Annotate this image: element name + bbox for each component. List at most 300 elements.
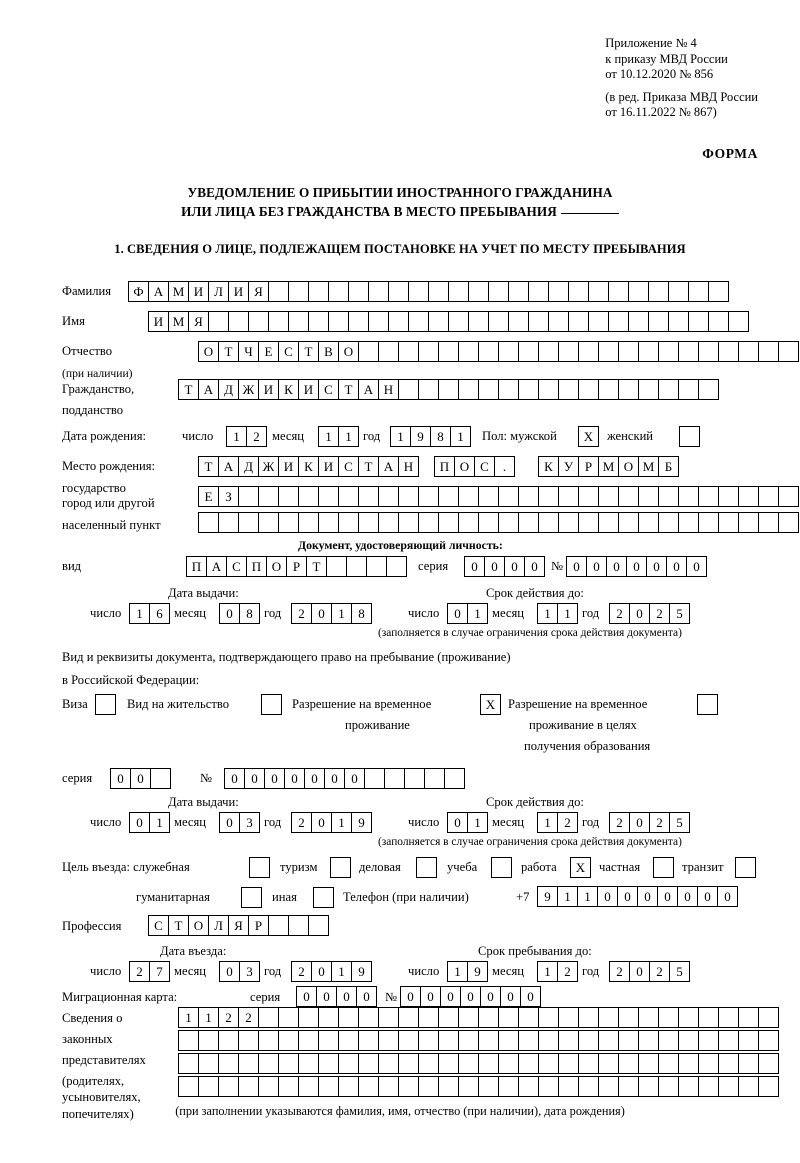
doc-number-cells[interactable] (566, 556, 706, 577)
doc-series-cells[interactable] (464, 556, 544, 577)
form-cell[interactable]: М (168, 311, 189, 332)
form-cell[interactable] (698, 341, 719, 362)
form-cell[interactable] (658, 486, 679, 507)
form-cell[interactable]: 3 (239, 961, 260, 982)
form-cell[interactable] (728, 311, 749, 332)
form-cell[interactable] (308, 311, 329, 332)
form-cell[interactable]: 2 (218, 1007, 239, 1028)
form-cell[interactable] (638, 512, 659, 533)
form-cell[interactable] (398, 1076, 419, 1097)
entry-year-cells[interactable] (291, 961, 371, 982)
form-cell[interactable]: 0 (586, 556, 607, 577)
form-cell[interactable]: 8 (351, 603, 372, 624)
form-cell[interactable] (648, 281, 669, 302)
form-cell[interactable] (638, 1076, 659, 1097)
form-cell[interactable]: 1 (450, 426, 471, 447)
birth-month-cells[interactable] (318, 426, 358, 447)
form-cell[interactable] (398, 486, 419, 507)
form-cell[interactable] (638, 341, 659, 362)
form-cell[interactable] (738, 486, 759, 507)
stay-issue-day-cells[interactable] (129, 812, 169, 833)
form-cell[interactable] (598, 1007, 619, 1028)
form-cell[interactable]: 0 (637, 886, 658, 907)
form-cell[interactable]: 0 (304, 768, 325, 789)
form-cell[interactable] (358, 1076, 379, 1097)
form-cell[interactable] (398, 512, 419, 533)
form-cell[interactable] (418, 379, 439, 400)
form-cell[interactable] (318, 486, 339, 507)
form-cell[interactable] (444, 768, 465, 789)
form-cell[interactable]: 1 (318, 426, 339, 447)
form-cell[interactable] (338, 512, 359, 533)
birth-city-cells[interactable] (198, 486, 798, 507)
form-cell[interactable] (458, 486, 479, 507)
form-cell[interactable] (278, 1053, 299, 1074)
form-cell[interactable]: 0 (356, 986, 377, 1007)
form-cell[interactable] (718, 341, 739, 362)
form-cell[interactable]: 9 (467, 961, 488, 982)
form-cell[interactable] (478, 1030, 499, 1051)
form-cell[interactable] (478, 512, 499, 533)
issue-year-cells[interactable] (291, 603, 371, 624)
form-cell[interactable] (258, 512, 279, 533)
form-cell[interactable] (518, 1053, 539, 1074)
form-cell[interactable] (538, 379, 559, 400)
form-cell[interactable] (418, 486, 439, 507)
form-cell[interactable] (418, 1030, 439, 1051)
form-cell[interactable] (718, 512, 739, 533)
form-cell[interactable] (758, 1030, 779, 1051)
form-cell[interactable]: О (198, 341, 219, 362)
form-cell[interactable] (578, 1076, 599, 1097)
form-cell[interactable]: 1 (338, 426, 359, 447)
form-cell[interactable] (468, 311, 489, 332)
form-cell[interactable] (458, 1053, 479, 1074)
form-cell[interactable]: 1 (331, 603, 352, 624)
form-cell[interactable] (618, 1053, 639, 1074)
form-cell[interactable] (418, 341, 439, 362)
form-cell[interactable] (364, 768, 385, 789)
form-cell[interactable]: Е (258, 341, 279, 362)
form-cell[interactable] (498, 1030, 519, 1051)
purpose-tourism-checkbox[interactable] (330, 857, 351, 878)
form-cell[interactable] (298, 1053, 319, 1074)
form-cell[interactable]: 0 (219, 961, 240, 982)
form-cell[interactable]: 0 (296, 986, 317, 1007)
sex-female-checkbox[interactable] (679, 426, 700, 447)
form-cell[interactable] (558, 1053, 579, 1074)
form-cell[interactable]: В (318, 341, 339, 362)
form-cell[interactable]: А (358, 379, 379, 400)
form-cell[interactable] (678, 379, 699, 400)
form-cell[interactable]: 1 (198, 1007, 219, 1028)
form-cell[interactable]: 0 (686, 556, 707, 577)
form-cell[interactable]: 0 (666, 556, 687, 577)
form-cell[interactable] (428, 311, 449, 332)
form-cell[interactable]: Я (248, 281, 269, 302)
stay-end-year-cells[interactable] (609, 961, 689, 982)
form-cell[interactable] (538, 1007, 559, 1028)
form-cell[interactable]: С (226, 556, 247, 577)
birth-place-rest-cells[interactable] (434, 456, 514, 477)
legal-rep-row-1-cells[interactable] (178, 1007, 778, 1028)
form-cell[interactable]: О (618, 456, 639, 477)
form-cell[interactable] (618, 379, 639, 400)
form-cell[interactable] (518, 379, 539, 400)
patronymic-cells[interactable] (198, 341, 798, 362)
form-cell[interactable]: П (434, 456, 455, 477)
form-cell[interactable] (238, 512, 259, 533)
form-cell[interactable] (338, 486, 359, 507)
form-cell[interactable]: О (266, 556, 287, 577)
form-cell[interactable]: О (188, 915, 209, 936)
form-cell[interactable]: 0 (447, 812, 468, 833)
stay-valid-day-cells[interactable] (447, 812, 487, 833)
form-cell[interactable] (238, 1030, 259, 1051)
form-cell[interactable] (518, 1030, 539, 1051)
form-cell[interactable] (698, 1076, 719, 1097)
form-cell[interactable] (438, 1076, 459, 1097)
form-cell[interactable] (518, 486, 539, 507)
form-cell[interactable]: 0 (629, 961, 650, 982)
form-cell[interactable]: Т (198, 456, 219, 477)
form-cell[interactable] (538, 1030, 559, 1051)
purpose-private-checkbox[interactable] (653, 857, 674, 878)
form-cell[interactable] (298, 1007, 319, 1028)
form-cell[interactable]: 0 (311, 812, 332, 833)
form-cell[interactable] (398, 341, 419, 362)
form-cell[interactable] (338, 1076, 359, 1097)
form-cell[interactable]: 0 (219, 603, 240, 624)
form-cell[interactable]: М (168, 281, 189, 302)
edu-residence-checkbox[interactable] (697, 694, 718, 715)
form-cell[interactable] (638, 1030, 659, 1051)
birth-settlement-cells[interactable] (198, 512, 798, 533)
form-cell[interactable] (384, 768, 405, 789)
form-cell[interactable] (758, 512, 779, 533)
form-cell[interactable] (408, 311, 429, 332)
form-cell[interactable] (578, 341, 599, 362)
form-cell[interactable] (488, 311, 509, 332)
form-cell[interactable] (578, 379, 599, 400)
form-cell[interactable] (328, 281, 349, 302)
form-cell[interactable]: 1 (129, 603, 150, 624)
form-cell[interactable]: Н (378, 379, 399, 400)
form-cell[interactable]: А (198, 379, 219, 400)
form-cell[interactable] (218, 512, 239, 533)
form-cell[interactable] (528, 281, 549, 302)
stay-number-cells[interactable] (224, 768, 464, 789)
form-cell[interactable] (378, 486, 399, 507)
birth-place-tail-cells[interactable] (538, 456, 678, 477)
form-cell[interactable] (718, 1007, 739, 1028)
form-cell[interactable]: 2 (291, 812, 312, 833)
form-cell[interactable]: Т (178, 379, 199, 400)
form-cell[interactable] (198, 1030, 219, 1051)
form-cell[interactable]: К (278, 379, 299, 400)
form-cell[interactable]: И (298, 379, 319, 400)
form-cell[interactable] (638, 486, 659, 507)
form-cell[interactable] (478, 379, 499, 400)
phone-cells[interactable] (537, 886, 737, 907)
form-cell[interactable]: 1 (557, 603, 578, 624)
form-cell[interactable] (458, 379, 479, 400)
form-cell[interactable]: Н (398, 456, 419, 477)
form-cell[interactable]: 1 (331, 812, 352, 833)
form-cell[interactable]: 1 (467, 812, 488, 833)
form-cell[interactable] (288, 281, 309, 302)
form-cell[interactable]: 9 (410, 426, 431, 447)
form-cell[interactable] (268, 311, 289, 332)
form-cell[interactable] (428, 281, 449, 302)
form-cell[interactable] (398, 1053, 419, 1074)
form-cell[interactable] (218, 1076, 239, 1097)
form-cell[interactable] (698, 1053, 719, 1074)
form-cell[interactable] (458, 1007, 479, 1028)
stay-issue-year-cells[interactable] (291, 812, 371, 833)
form-cell[interactable]: 2 (557, 812, 578, 833)
form-cell[interactable] (258, 1030, 279, 1051)
form-cell[interactable]: 1 (149, 812, 170, 833)
form-cell[interactable] (438, 1007, 459, 1028)
form-cell[interactable]: Я (228, 915, 249, 936)
form-cell[interactable]: 0 (400, 986, 421, 1007)
form-cell[interactable] (448, 281, 469, 302)
form-cell[interactable] (578, 512, 599, 533)
form-cell[interactable] (558, 1007, 579, 1028)
form-cell[interactable]: 1 (557, 886, 578, 907)
form-cell[interactable] (698, 1007, 719, 1028)
form-cell[interactable]: Б (658, 456, 679, 477)
form-cell[interactable]: 5 (669, 812, 690, 833)
form-cell[interactable] (628, 281, 649, 302)
citizenship-cells[interactable] (178, 379, 718, 400)
form-cell[interactable] (568, 281, 589, 302)
form-cell[interactable] (618, 512, 639, 533)
form-cell[interactable] (588, 311, 609, 332)
form-cell[interactable] (358, 486, 379, 507)
form-cell[interactable]: Т (218, 341, 239, 362)
form-cell[interactable] (438, 341, 459, 362)
form-cell[interactable]: У (558, 456, 579, 477)
form-cell[interactable]: 1 (467, 603, 488, 624)
form-cell[interactable] (198, 512, 219, 533)
form-cell[interactable] (198, 1053, 219, 1074)
form-cell[interactable] (558, 379, 579, 400)
form-cell[interactable]: 1 (537, 961, 558, 982)
form-cell[interactable] (668, 281, 689, 302)
form-cell[interactable] (658, 1007, 679, 1028)
form-cell[interactable] (478, 1076, 499, 1097)
form-cell[interactable] (628, 311, 649, 332)
form-cell[interactable]: Р (286, 556, 307, 577)
purpose-humanitarian-checkbox[interactable] (241, 887, 262, 908)
form-cell[interactable]: 0 (420, 986, 441, 1007)
form-cell[interactable]: 2 (238, 1007, 259, 1028)
form-cell[interactable] (438, 1053, 459, 1074)
form-cell[interactable]: 9 (537, 886, 558, 907)
form-cell[interactable]: 1 (537, 812, 558, 833)
form-cell[interactable] (658, 512, 679, 533)
form-cell[interactable]: П (246, 556, 267, 577)
form-cell[interactable]: Л (208, 915, 229, 936)
form-cell[interactable] (538, 1076, 559, 1097)
form-cell[interactable] (538, 1053, 559, 1074)
form-cell[interactable]: 1 (331, 961, 352, 982)
entry-month-cells[interactable] (219, 961, 259, 982)
form-cell[interactable] (578, 1030, 599, 1051)
form-cell[interactable] (438, 1030, 459, 1051)
form-cell[interactable]: З (218, 486, 239, 507)
form-cell[interactable] (326, 556, 347, 577)
form-cell[interactable] (298, 512, 319, 533)
form-cell[interactable]: 1 (178, 1007, 199, 1028)
migration-card-number-cells[interactable] (400, 986, 540, 1007)
form-cell[interactable]: 0 (110, 768, 131, 789)
form-cell[interactable]: И (228, 281, 249, 302)
form-cell[interactable]: 1 (226, 426, 247, 447)
issue-month-cells[interactable] (219, 603, 259, 624)
form-cell[interactable]: 1 (447, 961, 468, 982)
form-cell[interactable] (318, 1053, 339, 1074)
form-cell[interactable] (258, 1007, 279, 1028)
form-cell[interactable]: С (338, 456, 359, 477)
form-cell[interactable]: 3 (239, 812, 260, 833)
form-cell[interactable] (258, 486, 279, 507)
form-cell[interactable] (278, 486, 299, 507)
surname-cells[interactable] (128, 281, 728, 302)
form-cell[interactable]: 0 (311, 603, 332, 624)
form-cell[interactable]: 0 (284, 768, 305, 789)
form-cell[interactable] (338, 1030, 359, 1051)
form-cell[interactable] (538, 512, 559, 533)
form-cell[interactable] (518, 341, 539, 362)
form-cell[interactable] (338, 1007, 359, 1028)
form-cell[interactable] (368, 311, 389, 332)
form-cell[interactable] (258, 1053, 279, 1074)
form-cell[interactable]: 0 (677, 886, 698, 907)
form-cell[interactable] (498, 1053, 519, 1074)
form-cell[interactable]: С (318, 379, 339, 400)
form-cell[interactable] (698, 512, 719, 533)
form-cell[interactable] (278, 1076, 299, 1097)
form-cell[interactable]: А (206, 556, 227, 577)
form-cell[interactable]: А (148, 281, 169, 302)
form-cell[interactable] (578, 1053, 599, 1074)
form-cell[interactable] (268, 915, 289, 936)
form-cell[interactable]: 9 (351, 961, 372, 982)
form-cell[interactable] (358, 512, 379, 533)
form-cell[interactable] (418, 1076, 439, 1097)
form-cell[interactable] (528, 311, 549, 332)
form-cell[interactable]: 0 (657, 886, 678, 907)
form-cell[interactable] (408, 281, 429, 302)
form-cell[interactable] (678, 486, 699, 507)
form-cell[interactable]: 0 (324, 768, 345, 789)
form-cell[interactable]: Р (578, 456, 599, 477)
form-cell[interactable] (518, 1007, 539, 1028)
form-cell[interactable] (498, 1007, 519, 1028)
legal-rep-row-4-cells[interactable] (178, 1076, 778, 1097)
form-cell[interactable] (708, 311, 729, 332)
form-cell[interactable] (458, 341, 479, 362)
form-cell[interactable] (318, 1030, 339, 1051)
form-cell[interactable] (438, 486, 459, 507)
form-cell[interactable] (398, 379, 419, 400)
form-cell[interactable] (758, 1053, 779, 1074)
form-cell[interactable] (618, 1007, 639, 1028)
form-cell[interactable] (248, 311, 269, 332)
form-cell[interactable] (458, 512, 479, 533)
form-cell[interactable] (778, 512, 799, 533)
form-cell[interactable] (346, 556, 367, 577)
form-cell[interactable] (366, 556, 387, 577)
form-cell[interactable] (478, 1053, 499, 1074)
form-cell[interactable] (718, 1053, 739, 1074)
form-cell[interactable] (388, 311, 409, 332)
form-cell[interactable] (708, 281, 729, 302)
form-cell[interactable]: Е (198, 486, 219, 507)
form-cell[interactable]: С (148, 915, 169, 936)
form-cell[interactable] (386, 556, 407, 577)
form-cell[interactable] (348, 311, 369, 332)
form-cell[interactable] (758, 341, 779, 362)
form-cell[interactable] (508, 311, 529, 332)
form-cell[interactable]: 6 (149, 603, 170, 624)
form-cell[interactable] (688, 311, 709, 332)
form-cell[interactable]: 2 (129, 961, 150, 982)
form-cell[interactable] (688, 281, 709, 302)
form-cell[interactable]: Ж (258, 456, 279, 477)
form-cell[interactable]: 0 (244, 768, 265, 789)
form-cell[interactable] (218, 1030, 239, 1051)
purpose-study-checkbox[interactable] (491, 857, 512, 878)
form-cell[interactable]: 2 (649, 603, 670, 624)
form-cell[interactable] (318, 1076, 339, 1097)
form-cell[interactable] (498, 341, 519, 362)
form-cell[interactable]: 2 (609, 812, 630, 833)
form-cell[interactable]: 1 (577, 886, 598, 907)
stay-end-day-cells[interactable] (447, 961, 487, 982)
form-cell[interactable]: Т (358, 456, 379, 477)
form-cell[interactable] (598, 512, 619, 533)
form-cell[interactable]: С (474, 456, 495, 477)
form-cell[interactable] (198, 1076, 219, 1097)
form-cell[interactable]: 0 (566, 556, 587, 577)
form-cell[interactable] (448, 311, 469, 332)
form-cell[interactable] (738, 341, 759, 362)
stay-series-cells[interactable] (110, 768, 170, 789)
form-cell[interactable]: 0 (617, 886, 638, 907)
form-cell[interactable] (578, 486, 599, 507)
form-cell[interactable]: 0 (460, 986, 481, 1007)
form-cell[interactable] (698, 1030, 719, 1051)
form-cell[interactable] (238, 1053, 259, 1074)
form-cell[interactable] (388, 281, 409, 302)
form-cell[interactable] (498, 486, 519, 507)
form-cell[interactable] (478, 486, 499, 507)
form-cell[interactable] (424, 768, 445, 789)
form-cell[interactable]: И (148, 311, 169, 332)
form-cell[interactable]: 0 (597, 886, 618, 907)
form-cell[interactable] (458, 1076, 479, 1097)
form-cell[interactable] (178, 1053, 199, 1074)
form-cell[interactable]: 2 (557, 961, 578, 982)
form-cell[interactable] (778, 341, 799, 362)
form-cell[interactable] (278, 1007, 299, 1028)
form-cell[interactable]: 0 (219, 812, 240, 833)
form-cell[interactable] (638, 1007, 659, 1028)
